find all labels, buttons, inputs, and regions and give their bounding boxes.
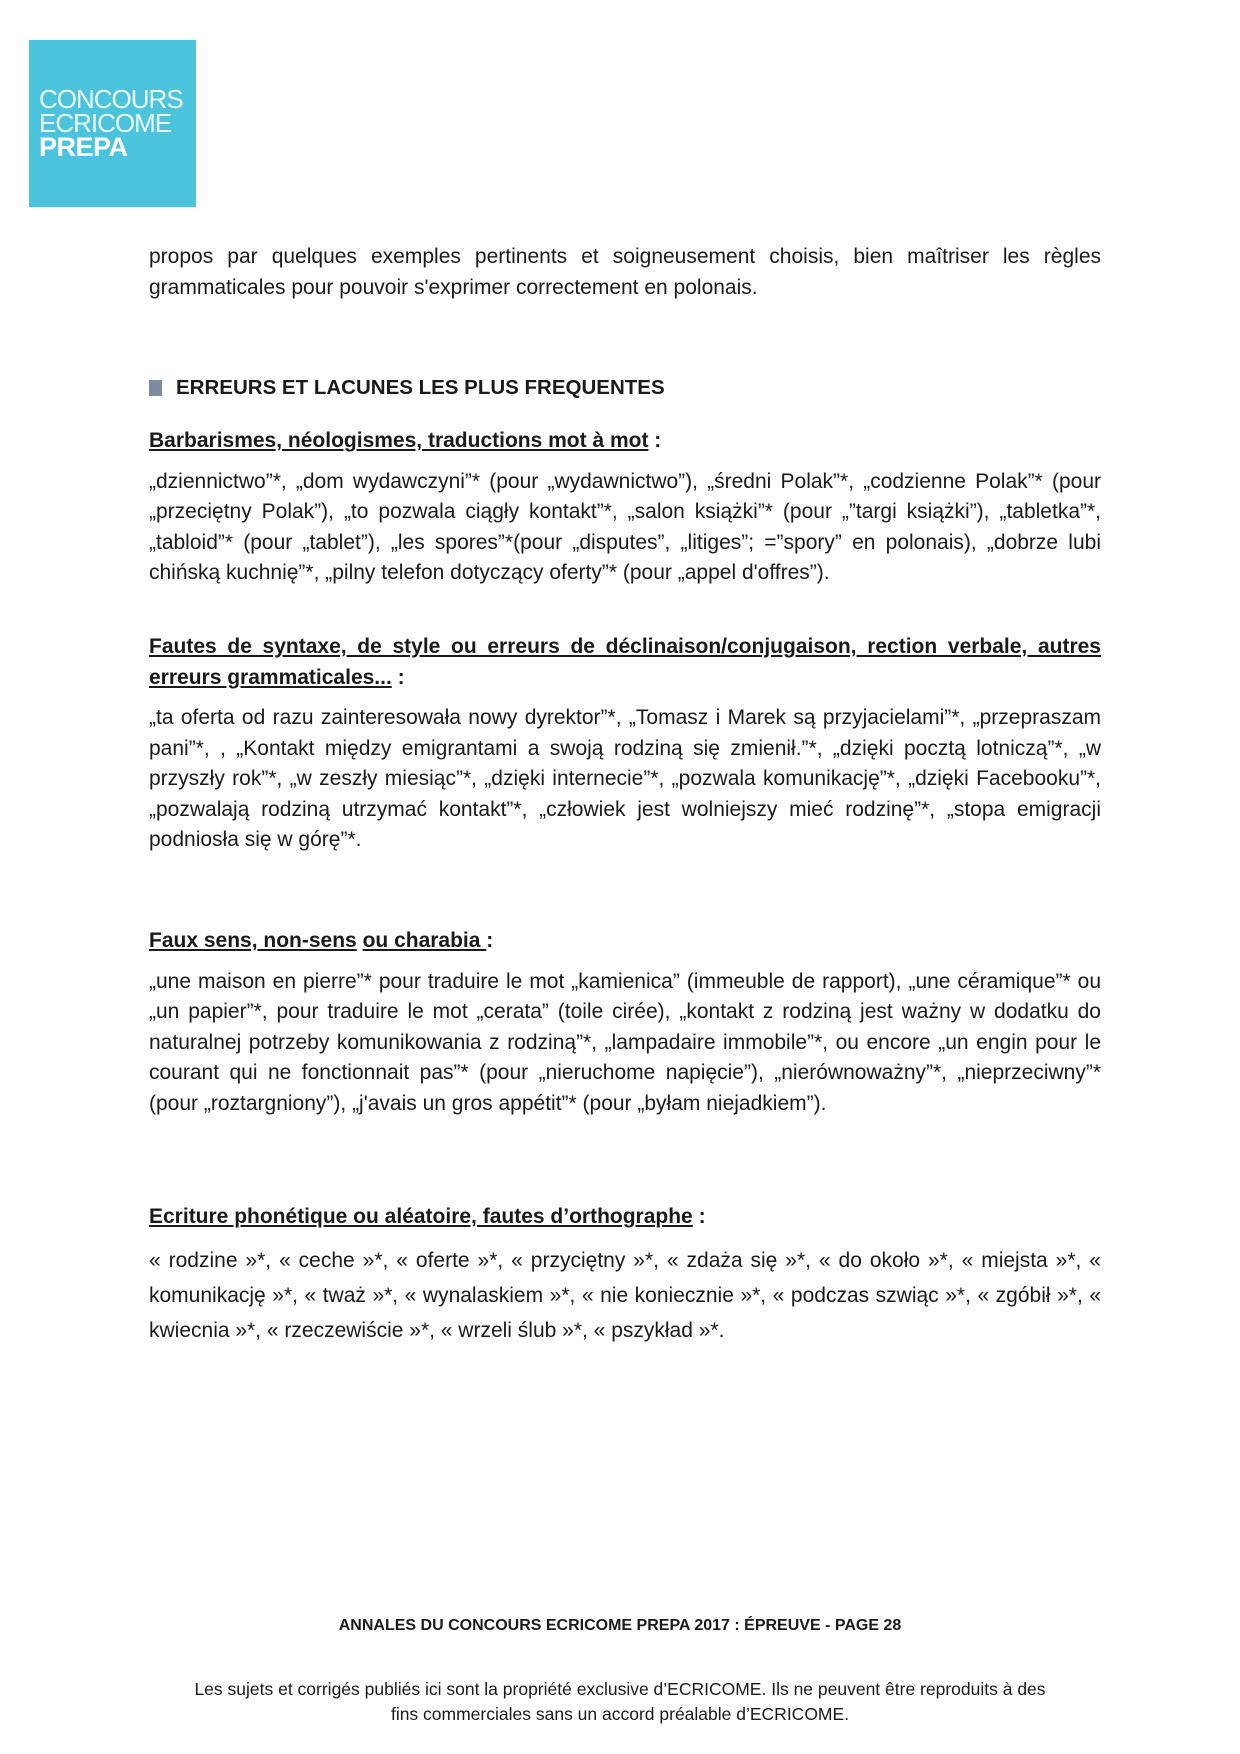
fauxsens-title-c: charabia xyxy=(388,929,487,952)
footer-note-line-1: Les sujets et corrigés publiés ici sont la propriété exclusive d’ECRICOME. Ils ne peuvent être reproduits à des xyxy=(194,1679,1046,1699)
section-heading-text: ERREURS ET LACUNES LES PLUS FREQUENTES xyxy=(176,376,665,399)
fauxsens-title-b: ou xyxy=(362,929,389,952)
barbarismes-title-suffix: : xyxy=(648,429,662,452)
syntaxe-title-suffix: : xyxy=(391,665,405,689)
section-heading xyxy=(149,376,665,400)
intro-paragraph: propos par quelques exemples pertinents et soigneusement choisis, bien maîtriser les règles grammaticales pour pouvoir s'exprimer correctement en polonais. xyxy=(149,245,1101,299)
syntaxe-text: „ta oferta od razu zainteresowała nowy dyrektor”*, „Tomasz i Marek są przyjacielami”*, „przepraszam pani”*, , „Kontakt między emigrantami a swoją rodziną się zmienił.”*, „dzięki pocztą lotniczą”*, „w przyszły rok”*, „w zeszły miesiąc”*, „dzięki internecie”*, „pozwala komunikację”*, „dzięki Facebooku”*, „pozwalają rodziną utrzymać kontakt”*, „człowiek jest wolniejszy mieć rodzinę”*, „stopa emigracji podniosła się w górę”*. xyxy=(149,706,1101,851)
footer-note-line-2: fins commerciales sans un accord préalable d’ECRICOME. xyxy=(390,1704,850,1724)
syntaxe-section xyxy=(149,632,1101,856)
barbarismes-title xyxy=(149,426,1101,457)
footer-title: ANNALES DU CONCOURS ECRICOME PREPA 2017 : ÉPREUVE - PAGE 28 xyxy=(338,1617,902,1634)
logo-line-2: ECRICOME xyxy=(39,108,172,138)
fauxsens-text: „une maison en pierre”* pour traduire le mot „kamienica” (immeuble de rapport), „une céramique”* ou „un papier”*, pour traduire le mot „cerata” (toile cirée), „kontakt z rodziną jest ważny w dodatku do naturalnej potrzeby komunikowania z rodziną”*, „lampadaire immobile”*, ou encore „un engin pour le courant qui ne fonctionnait pas”* (pour „nieruchome napięcie”), „nierównoważny”*, „nieprzeciwny”* (pour „roztargniony”), „j'avais un gros appétit”* (pour „byłam niejadkiem”). xyxy=(149,969,1101,1115)
barbarismes-section xyxy=(149,426,1101,589)
fauxsens-title-suffix: : xyxy=(486,929,494,952)
barbarismes-text: „dziennictwo”*, „dom wydawczyni”* (pour „wydawnictwo”), „średni Polak”*, „codzienne Polak”* (pour „przeciętny Polak”), „to pozwala ciągły kontakt”*, „salon książki”* (pour „”targi książki”), „tabletka”*, „tabloid”* (pour „tablet”), „les spores”*(pour „disputes”, „litiges”; =”spory” en polonais), „dobrze lubi chińską kuchnię”*, „pilny telefon dotyczący oferty”* (pour „appel d'offres”). xyxy=(149,469,1101,584)
ecriture-text: « rodzine »*, « ceche »*, « oferte »*, « przyciętny »*, « zdaża się »*, « do około »*, « miejsta »*, « komunikację »*, « tważ »*, « wynalaskiem »*, « nie koniecznie »*, « podczas szwiąc »*, « zgóbił »*, « kwiecnia »*, « rzeczewiście »*, « wrzeli ślub »*, « pszykład »*. xyxy=(149,1248,1101,1342)
ecriture-title-text: Ecriture phonétique ou aléatoire, fautes d’orthographe xyxy=(149,1205,693,1228)
fauxsens-title xyxy=(149,926,1101,957)
footer-note xyxy=(0,1677,1240,1727)
ecriture-title-suffix: : xyxy=(692,1205,706,1228)
ecricome-logo xyxy=(29,40,196,207)
barbarismes-title-text: Barbarismes, néologismes, traductions mot à mot xyxy=(149,429,649,452)
syntaxe-title-text: Fautes de syntaxe, de style ou erreurs de déclinaison/conjugaison, rection verbale, autres erreurs grammaticales... xyxy=(149,635,1101,689)
fauxsens-title-a: Faux sens, non-sens xyxy=(149,929,357,952)
logo-line-3: PREPA xyxy=(39,132,128,162)
ecriture-title xyxy=(149,1202,1101,1233)
logo-line-1: CONCOURS xyxy=(39,84,183,114)
heading-square-icon xyxy=(149,380,162,396)
fauxsens-section xyxy=(149,926,1101,1119)
ecriture-section xyxy=(149,1202,1101,1348)
syntaxe-title xyxy=(149,632,1101,693)
intro-block xyxy=(149,242,1101,303)
